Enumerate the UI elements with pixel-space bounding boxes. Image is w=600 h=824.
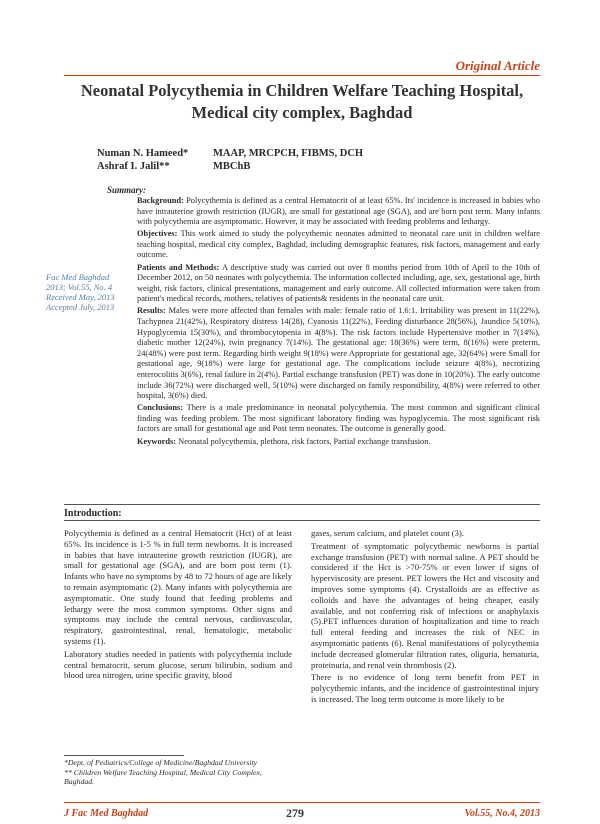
results-label: Results: bbox=[137, 306, 166, 316]
footer-volume: Vol.55, No.4, 2013 bbox=[464, 808, 540, 819]
abstract-results bbox=[137, 306, 540, 401]
section-rule bbox=[64, 504, 540, 505]
intro-column-right bbox=[311, 528, 539, 707]
author-degrees-2: MBChB bbox=[213, 161, 251, 172]
methods-text: A descriptive study was carried out over 8 months period from 10th of April to the 10th of December 2012, on 50 neonates with polycythemia. The information collected including, age, sex, gestational age, birth weight, risk factors, clinical presentations, management and early outcome. All collected information were taken from patient's medical records, mothers, relatives of patients& residents in the neonatal care unit. bbox=[137, 262, 540, 304]
background-text: Polycythemia is defined as a central Hematocrit of at least 65%. Its' incidence is increased in babies who have intrauterine growth restriction (IUGR), are small for gestational age (SGA), and are born post term. Many infants with polycythemia are asymptomatic. However, it may be associated with feeding problems and lethargy. bbox=[137, 196, 540, 227]
objectives-text: This work aimed to study the polycythemic neonates admitted to neonatal care unit in children welfare teaching hospital, medical city complex, Baghdad, including demographic features, risk factors, management and early outcome. bbox=[137, 229, 540, 260]
abstract-background bbox=[137, 196, 540, 228]
author-degrees-1: MAAP, MRCPCH, FIBMS, DCH bbox=[213, 148, 364, 159]
conclusions-label: Conclusions: bbox=[137, 403, 184, 413]
conclusions-text: There is a male predominance in neonatal polycythemia. The most common and significant clinical finding was feeding problem. The most significant laboratory finding was hypoglycemia. The most significant risk factors are small for gestational age and Post term neonates. The outcome is generally good. bbox=[137, 403, 540, 434]
abstract-objectives bbox=[137, 229, 540, 261]
footnote-2: ** Children Welfare Teaching Hospital, Medical City Complex, Baghdad. bbox=[64, 767, 262, 787]
footnotes bbox=[64, 758, 292, 787]
objectives-label: Objectives: bbox=[137, 229, 178, 239]
abstract-conclusions bbox=[137, 403, 540, 435]
paper-title: Neonatal Polycythemia in Children Welfare Teaching Hospital, Medical city complex, Baghdad bbox=[80, 81, 524, 122]
intro-right-paragraph-2: Treatment of symptomatic polycythemic newborns is partial exchange transfusion (PET) with normal saline. A PET should be considered if the Hct is >70-75% or even lower if signs of hyperviscosity are present. PET lowers the Hct and viscosity and improves some symptoms (4). Crystalloids are as effective as colloids and have the advantages of being cheaper, easily available, and not conferring risk of infections or anaphylaxis (5).PET influences duration of hospitalization and time to reach full enteral feeding and increases the risk of NEC in asymptomatic patients (6). Renal manifestations of polycythemia include decreased glomerular filtration rates, oliguria, hematuria, proteinuria, and renal vein thrombosis (2). bbox=[311, 540, 539, 670]
intro-left-paragraph-2: Laboratory studies needed in patients with polycythemia include central hematocrit, serum glucose, serum bilirubin, sodium and blood urea nitrogen, urine specific gravity, blood bbox=[64, 648, 292, 681]
keywords-label: Keywords: bbox=[137, 436, 177, 446]
introduction-heading: Introduction: bbox=[64, 508, 122, 519]
abstract bbox=[137, 196, 540, 449]
abstract-methods bbox=[137, 263, 540, 305]
section-rule-lower bbox=[64, 520, 540, 521]
footnote-1: *Dept. of Pediatrics/College of Medicine/Baghdad University bbox=[64, 758, 258, 767]
author-name-2: Ashraf I. Jalil** bbox=[97, 161, 170, 172]
keywords-text: Neonatal polycythemia, plethora, risk factors, Partial exchange transfusion. bbox=[176, 436, 431, 446]
page-number: 279 bbox=[286, 806, 304, 820]
methods-label: Patients and Methods: bbox=[137, 262, 220, 272]
background-label: Background: bbox=[137, 196, 184, 205]
abstract-keywords bbox=[137, 437, 540, 448]
intro-right-paragraph-1: gases, serum calcium, and platelet count (3). bbox=[311, 528, 464, 538]
summary-label: Summary: bbox=[107, 185, 147, 195]
intro-left-paragraph-1: Polycythemia is defined as a central Hematocrit (Hct) of at least 65%. Its incidence is 1-5 % in full term newborns. It is increased in babies that have intrauterine growth restriction (IUGR), are small for gestational age (SGA), and are born post term (1). Infants who have no symptoms by 48 to 72 hours of age are likely to remain asymptomatic (2). Many infants with polycythemia are asymptomatic. One study found that feeding problems and lethargy were the most common symptoms. Other signs and symptoms may include the central nervous, cardiovascular, respiratory, gastrointestinal, renal, hematologic, metabolic systems (1). bbox=[64, 528, 292, 646]
footer-rule bbox=[64, 802, 540, 803]
footnote-rule bbox=[64, 755, 184, 756]
author-name-1: Numan N. Hameed* bbox=[97, 148, 189, 159]
header-rule bbox=[64, 75, 540, 76]
article-type-label: Original Article bbox=[455, 58, 540, 73]
intro-column-left bbox=[64, 528, 292, 683]
footer-journal: J Fac Med Baghdad bbox=[64, 808, 149, 819]
publication-dates-note: Fac Med Baghdad 2013; Vol.55, No. 4 Received May, 2013 Accepted July, 2013 bbox=[46, 272, 115, 312]
results-text: Males were more affected than females with male: female ratio of 1.6:1. Irritability was present in 11(22%), Tachypnea 21(42%), Respiratory distress 14(28), Cyanosis 11(22%), Feeding disturbance 28(56%), Jaundice 5(10%), Hypoglycemia 15(30%), and thrombocytopenia in 4(8%). The risk factors include Hypertensive mother in 7(14%), diabetic mother 12(24%), twin pregnancy 7(14%). The gestational age: 18(36%) were term, 8(16%) were preterm, 24(48%) were post term. Regarding birth weight 9(18%) were Appropriate for gestational age, 32(64%) were Small for gestational age, 9(18%) were large for gestational age. The complications include seizure 4(8%), necrotizing enterocolitis 3(6%), renal failure in 2(4%). Partial exchange transfusion (PET) was done in 10(20%). The early outcome include 36(72%) were discharged well, 5(10%) were discharged on family responsibility, 4(8%) were referred to other hospital, 3(6%) died. bbox=[137, 306, 540, 401]
intro-right-paragraph-3: There is no evidence of long term benefit from PET in polycythemic infants, and the incidence of gastrointestinal injury is increased. The long term outcome is more likely to be bbox=[311, 672, 539, 704]
